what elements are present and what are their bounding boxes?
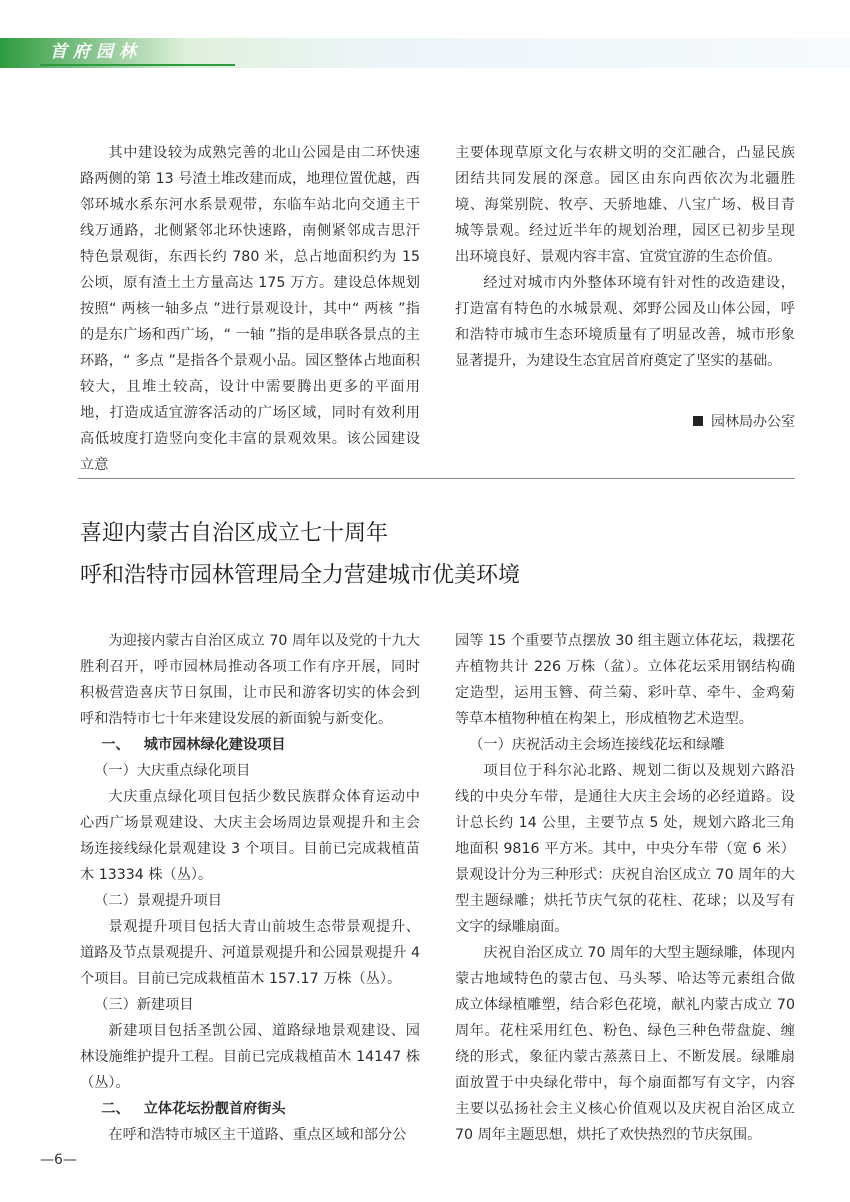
article-title-line2: 呼和浩特市园林管理局全力营建城市优美环境 <box>80 563 521 588</box>
paragraph: 园等 15 个重要节点摆放 30 组主题立体花坛，栽摆花卉植物共计 226 万株（盆）。立体花坛采用钢结构确定造型，运用玉簪、荷兰菊、彩叶草、牵牛、金鸡菊等草本植物种植在构架上，形成植物艺术造型。 <box>455 633 795 727</box>
paragraph: 庆祝自治区成立 70 周年的大型主题绿雕，体现内蒙古地域特色的蒙古包、马头琴、哈达等元素组合做成立体绿植雕塑，结合彩色花境，献礼内蒙古成立 70 周年。花柱采用红色、粉色、绿色三种色带盘旋、缠绕的形式，象征内蒙古蒸蒸日上、不断发展。绿雕扇面放置于中央绿化带中，每个扇面都写有文字，内容主要以弘扬社会主义核心价值观以及庆祝自治区成立 70 周年主题思想，烘托了欢快热烈的节庆氛围。 <box>455 945 795 1143</box>
heading-number: 二、 <box>101 1101 130 1117</box>
paragraph: 大庆重点绿化项目包括少数民族群众体育运动中心西广场景观建设、大庆主会场周边景观提升和主会场连接线绿化景观建设 3 个项目。目前已完成栽植苗木 13334 株（丛）。 <box>80 789 420 883</box>
section-divider <box>78 478 795 479</box>
top-left-column <box>80 140 420 478</box>
heading-text: 立体花坛扮靓首府街头 <box>143 1101 286 1117</box>
subsection-heading: （一）庆祝活动主会场连接线花坛和绿雕 <box>469 737 725 753</box>
top-right-column <box>455 140 795 374</box>
square-bullet-icon <box>693 416 703 426</box>
article-left-column <box>80 628 420 1148</box>
paragraph: 景观提升项目包括大青山前坡生态带景观提升、道路及节点景观提升、河道景观提升和公园景观提升 4 个项目。目前已完成栽植苗木 157.17 万株（丛）。 <box>80 919 420 987</box>
subsection-heading: （二）景观提升项目 <box>94 893 222 909</box>
subsection-heading: （三）新建项目 <box>94 997 194 1013</box>
section-logo: 首府园林 <box>50 42 142 62</box>
section-heading <box>80 732 420 758</box>
page-number: —6— <box>40 1152 77 1168</box>
article-right-column <box>455 628 795 1148</box>
signature <box>693 412 795 432</box>
signature-text: 园林局办公室 <box>711 414 795 430</box>
paragraph: 在呼和浩特市城区主干道路、重点区域和部分公 <box>108 1127 407 1143</box>
paragraph: 为迎接内蒙古自治区成立 70 周年以及党的十九大胜利召开，呼市园林局推动各项工作有序开展，同时积极营造喜庆节日氛围，让市民和游客切实的体会到呼和浩特市七十年来建设发展的新面貌与新变化。 <box>80 633 420 727</box>
paragraph: 其中建设较为成熟完善的北山公园是由二环快速路两侧的第 13 号渣土堆改建而成，地理位置优越，西邻环城水系东河水系景观带，东临车站北向交通主干线万通路，北侧紧邻北环快速路，南侧紧邻成吉思汗特色景观街，东西长约 780 米，总占地面积约为 15 公顷，原有渣土土方量高达 175 万方。建设总体规划按照“ 两核一轴多点 ”进行景观设计，其中“ 两核 ”指的是东广场和西广场，“ 一轴 ”指的是串联各景点的主环路，“ 多点 ”是指各个景观小品。园区整体占地面积较大，且堆土较高，设计中需要腾出更多的平面用地，打造成适宜游客活动的广场区域，同时有效利用高低坡度打造竖向变化丰富的景观效果。该公园建设立意 <box>80 145 420 473</box>
subsection-heading: （一）大庆重点绿化项目 <box>94 763 251 779</box>
section-heading <box>80 1096 420 1122</box>
paragraph: 新建项目包括圣凯公园、道路绿地景观建设、园林设施维护提升工程。目前已完成栽植苗木 14147 株（丛）。 <box>80 1023 420 1091</box>
header-rule <box>40 64 235 66</box>
article-title-line1: 喜迎内蒙古自治区成立七十周年 <box>80 521 389 546</box>
heading-number: 一、 <box>101 737 130 753</box>
paragraph: 经过对城市内外整体环境有针对性的改造建设，打造富有特色的水城景观、郊野公园及山体公园，呼和浩特市城市生态环境质量有了明显改善，城市形象显著提升，为建设生态宜居首府奠定了坚实的基础。 <box>455 275 795 369</box>
paragraph: 项目位于科尔沁北路、规划二街以及规划六路沿线的中央分车带，是通往大庆主会场的必经道路。设计总长约 14 公里，主要节点 5 处，规划六路北三角地面积 9816 平方米。其中，中央分车带（宽 6 米）景观设计分为三种形式：庆祝自治区成立 70 周年的大型主题绿雕；烘托节庆气氛的花柱、花球；以及写有文字的绿雕扇面。 <box>455 763 795 935</box>
paragraph: 主要体现草原文化与农耕文明的交汇融合，凸显民族团结共同发展的深意。园区由东向西依次为北疆胜境、海棠别院、牧亭、天骄地雄、八宝广场、极目青城等景观。经过近半年的规划治理，园区已初步呈现出环境良好、景观内容丰富、宜赏宜游的生态价值。 <box>455 145 795 265</box>
heading-text: 城市园林绿化建设项目 <box>143 737 286 753</box>
